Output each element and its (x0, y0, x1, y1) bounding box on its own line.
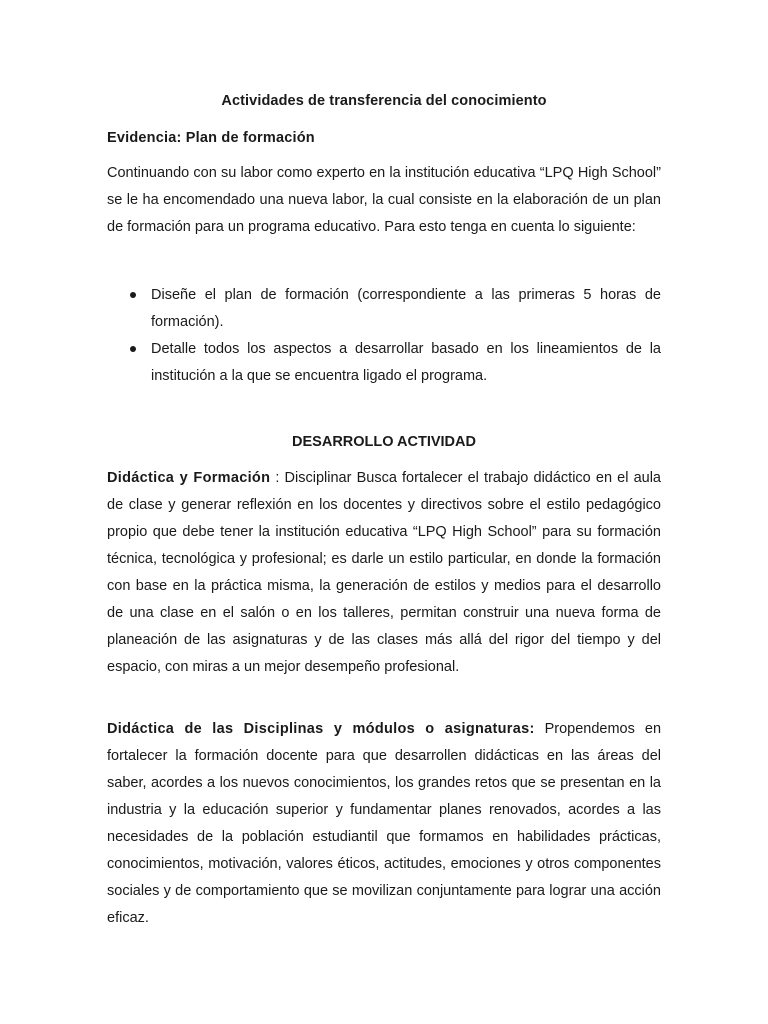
paragraph-lead: Didáctica de las Disciplinas y módulos o asignaturas: (107, 721, 535, 737)
evidence-label: Evidencia: Plan de formación (107, 130, 315, 146)
bullet-icon (130, 292, 136, 298)
paragraph-didactica-disciplinas (107, 716, 661, 932)
list-item-text: Diseñe el plan de formación (correspondiente a las primeras 5 horas de formación). (151, 287, 661, 330)
document-title: Actividades de transferencia del conocimiento (221, 93, 547, 109)
list-item-text: Detalle todos los aspectos a desarrollar basado en los lineamientos de la institución a la que se encuentra ligado el programa. (151, 341, 661, 384)
intro-paragraph: Continuando con su labor como experto en la institución educativa “LPQ High School” se le ha encomendado una nueva labor, la cual consiste en la elaboración de un plan de formación para un programa educativo. Para esto tenga en cuenta lo siguiente: (107, 165, 661, 235)
list-item (107, 282, 661, 336)
paragraph-text: Propendemos en fortalecer la formación docente para que desarrollen didácticas en las áreas del saber, acordes a los nuevos conocimientos, los grandes retos que se presentan en la industria y la educación superior y fundamentar planes renovados, acordes a las necesidades de la población estudiantil que formamos en habilidades prácticas, conocimientos, motivación, valores éticos, actitudes, emociones y otros componentes sociales y de comportamiento que se movilizan conjuntamente para lograr una acción eficaz. (107, 721, 662, 926)
paragraph-didactica-formacion (107, 465, 661, 681)
paragraph-text: : Disciplinar Busca fortalecer el trabajo didáctico en el aula de clase y generar reflexión en los docentes y directivos sobre el estilo pedagógico propio que debe tener la institución educativa “LPQ High School” para su formación técnica, tecnológica y profesional; es darle un estilo particular, en donde la formación con base en la práctica misma, la generación de estilos y medios para el desarrollo de una clase en el salón o en los talleres, permitan construir una nueva forma de planeación de las asignaturas y de las clases más allá del rigor del tiempo y del espacio, con miras a un mejor desempeño profesional. (107, 470, 661, 675)
section-heading: DESARROLLO ACTIVIDAD (292, 434, 476, 450)
document-page (107, 0, 661, 1024)
paragraph-lead: Didáctica y Formación (107, 470, 271, 486)
bullet-icon (130, 346, 136, 352)
list-item (107, 336, 661, 390)
instruction-list (107, 282, 661, 390)
